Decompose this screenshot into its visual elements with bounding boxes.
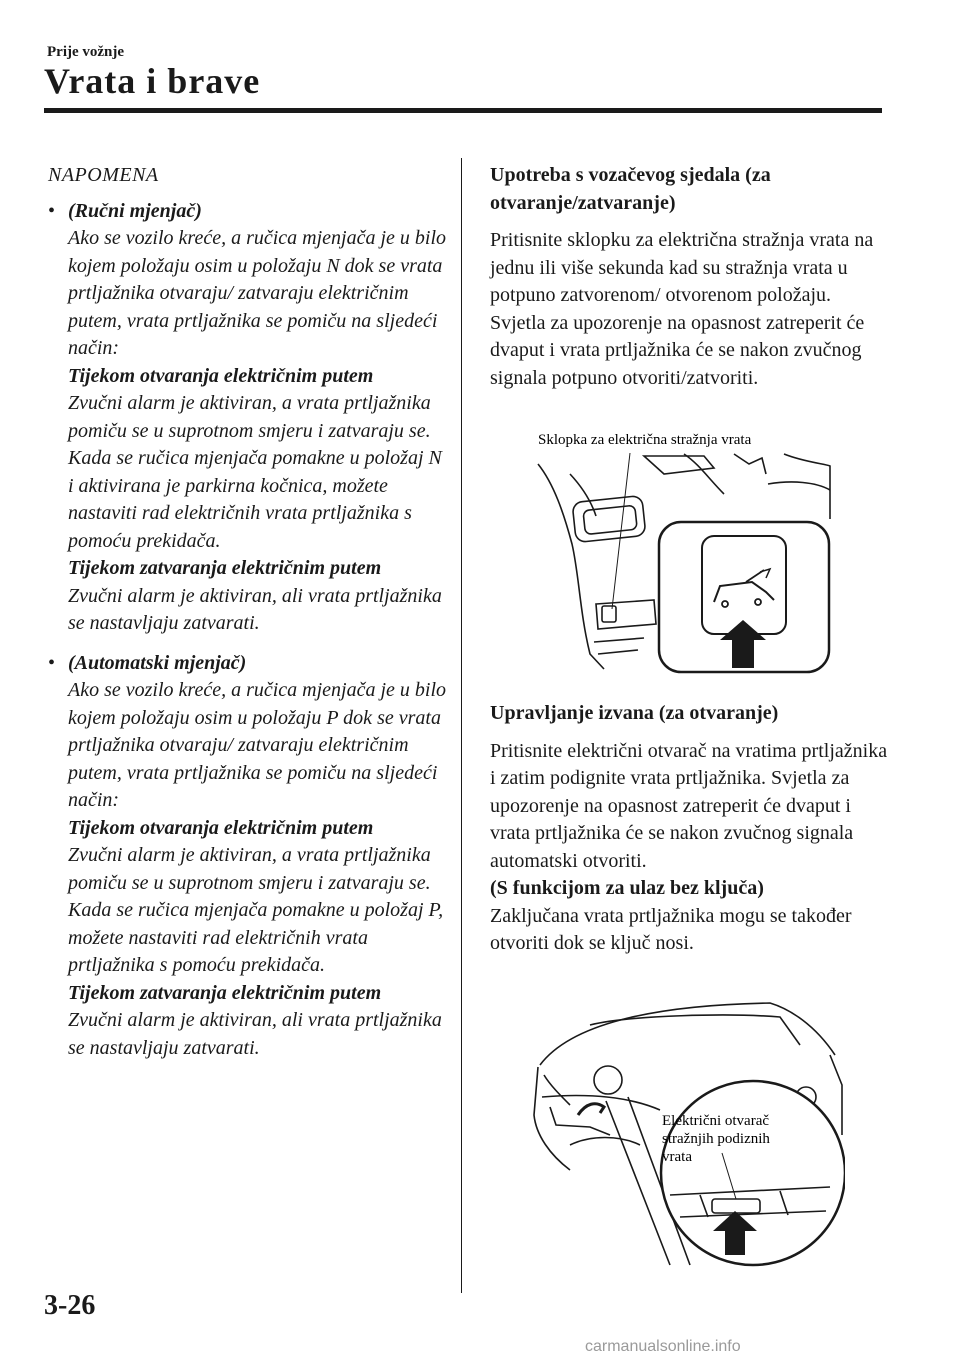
note-item-intro: Ako se vozilo kreće, a ručica mjenjača je u bilo kojem položaju osim u položaju N dok se vrata prtljažnika otvaraju/ zatvaraju električnim putem, vrata prtljažnika se pomiču na sljedeći način: <box>68 227 447 359</box>
opener-label-line1: Električni otvarač <box>662 1113 770 1129</box>
opening-text: Zvučni alarm je aktiviran, a vrata prtljažnika pomiču se u suprotnom smjeru i zatvaraju se. Kada se ručica mjenjača pomakne u položaj P, možete nastaviti rad električnih vrata prtljažnika s pomoću prekidača. <box>68 844 444 976</box>
closing-text: Zvučni alarm je aktiviran, ali vrata prtljažnika se nastavljaju zatvarati. <box>68 1009 442 1059</box>
keyless-heading: (S funkcijom za ulaz bez ključa) <box>490 877 764 899</box>
opening-heading: Tijekom otvaranja električnim putem <box>68 816 374 839</box>
closing-heading: Tijekom zatvaranja električnim putem <box>68 981 382 1004</box>
note-item-manual <box>48 198 448 638</box>
opening-heading: Tijekom otvaranja električnim putem <box>68 364 374 387</box>
watermark: carmanualsonline.info <box>585 1338 741 1355</box>
opener-label-line3: vrata <box>662 1149 692 1165</box>
bullet-icon: • <box>48 651 56 674</box>
keyless-text: Zaključana vrata prtljažnika mogu se također otvoriti dok se ključ nosi. <box>490 904 852 954</box>
closing-text: Zvučni alarm je aktiviran, ali vrata prtljažnika se nastavljaju zatvarati. <box>68 584 442 634</box>
outside-section <box>490 700 890 958</box>
outside-text: Pritisnite električni otvarač na vratima prtljažnika i zatim podignite vrata prtljažnika. Svjetla za upozorenje na opasnost zatreperit će dvaput i vrata prtljažnika će se nakon zvučnog signala automatski otvoriti. <box>490 739 888 872</box>
note-item-automatic <box>48 650 448 1063</box>
outside-heading: Upravljanje izvana (za otvaranje) <box>490 702 779 724</box>
hand-gesture-icon <box>578 1104 604 1115</box>
note-heading: NAPOMENA <box>48 164 159 186</box>
bullet-icon: • <box>48 199 56 222</box>
section-label: Prije vožnje <box>47 44 125 60</box>
page-title: Vrata i brave <box>44 61 261 101</box>
driver-seat-heading: Upotreba s vozačevog sjedala (za otvaranje/zatvaranje) <box>490 164 771 214</box>
instructions-column <box>490 162 890 392</box>
header-rule <box>44 108 882 113</box>
note-item-intro: Ako se vozilo kreće, a ručica mjenjača je u bilo kojem položaju osim u položaju P dok se vrata prtljažnika otvaraju/ zatvaraju električnim putem, vrata prtljažnika se pomiču na sljedeći način: <box>68 679 447 811</box>
driver-seat-text: Pritisnite sklopku za električna stražnja vrata na jednu ili više sekunda kad su stražnja vrata u potpuno zatvorenom/ otvorenom položaju. Svjetla za upozorenje na opasnost zatreperit će dvaput i vrata prtljažnika će se nakon zvučnog signala potpuno otvoriti/zatvoriti. <box>490 229 874 389</box>
switch-illustration <box>534 424 834 686</box>
tailgate-opener-illustration <box>530 985 845 1270</box>
opener-label-line2: stražnjih podiznih <box>662 1131 770 1147</box>
column-divider <box>461 158 462 1293</box>
opening-text: Zvučni alarm je aktiviran, a vrata prtljažnika pomiču se u suprotnom smjeru i zatvaraju se. Kada se ručica mjenjača pomakne u položaj N i aktivirana je parkirna kočnica, možete nastaviti rad električnih vrata prtljažnika s pomoću prekidača. <box>68 392 442 552</box>
note-column <box>48 162 448 1062</box>
closing-heading: Tijekom zatvaranja električnim putem <box>68 557 382 579</box>
switch-callout-label: Sklopka za električna stražnja vrata <box>538 432 752 448</box>
page-number: 3-26 <box>44 1290 96 1321</box>
note-item-heading: (Ručni mjenjač) <box>68 199 202 222</box>
note-item-heading: (Automatski mjenjač) <box>68 651 247 674</box>
